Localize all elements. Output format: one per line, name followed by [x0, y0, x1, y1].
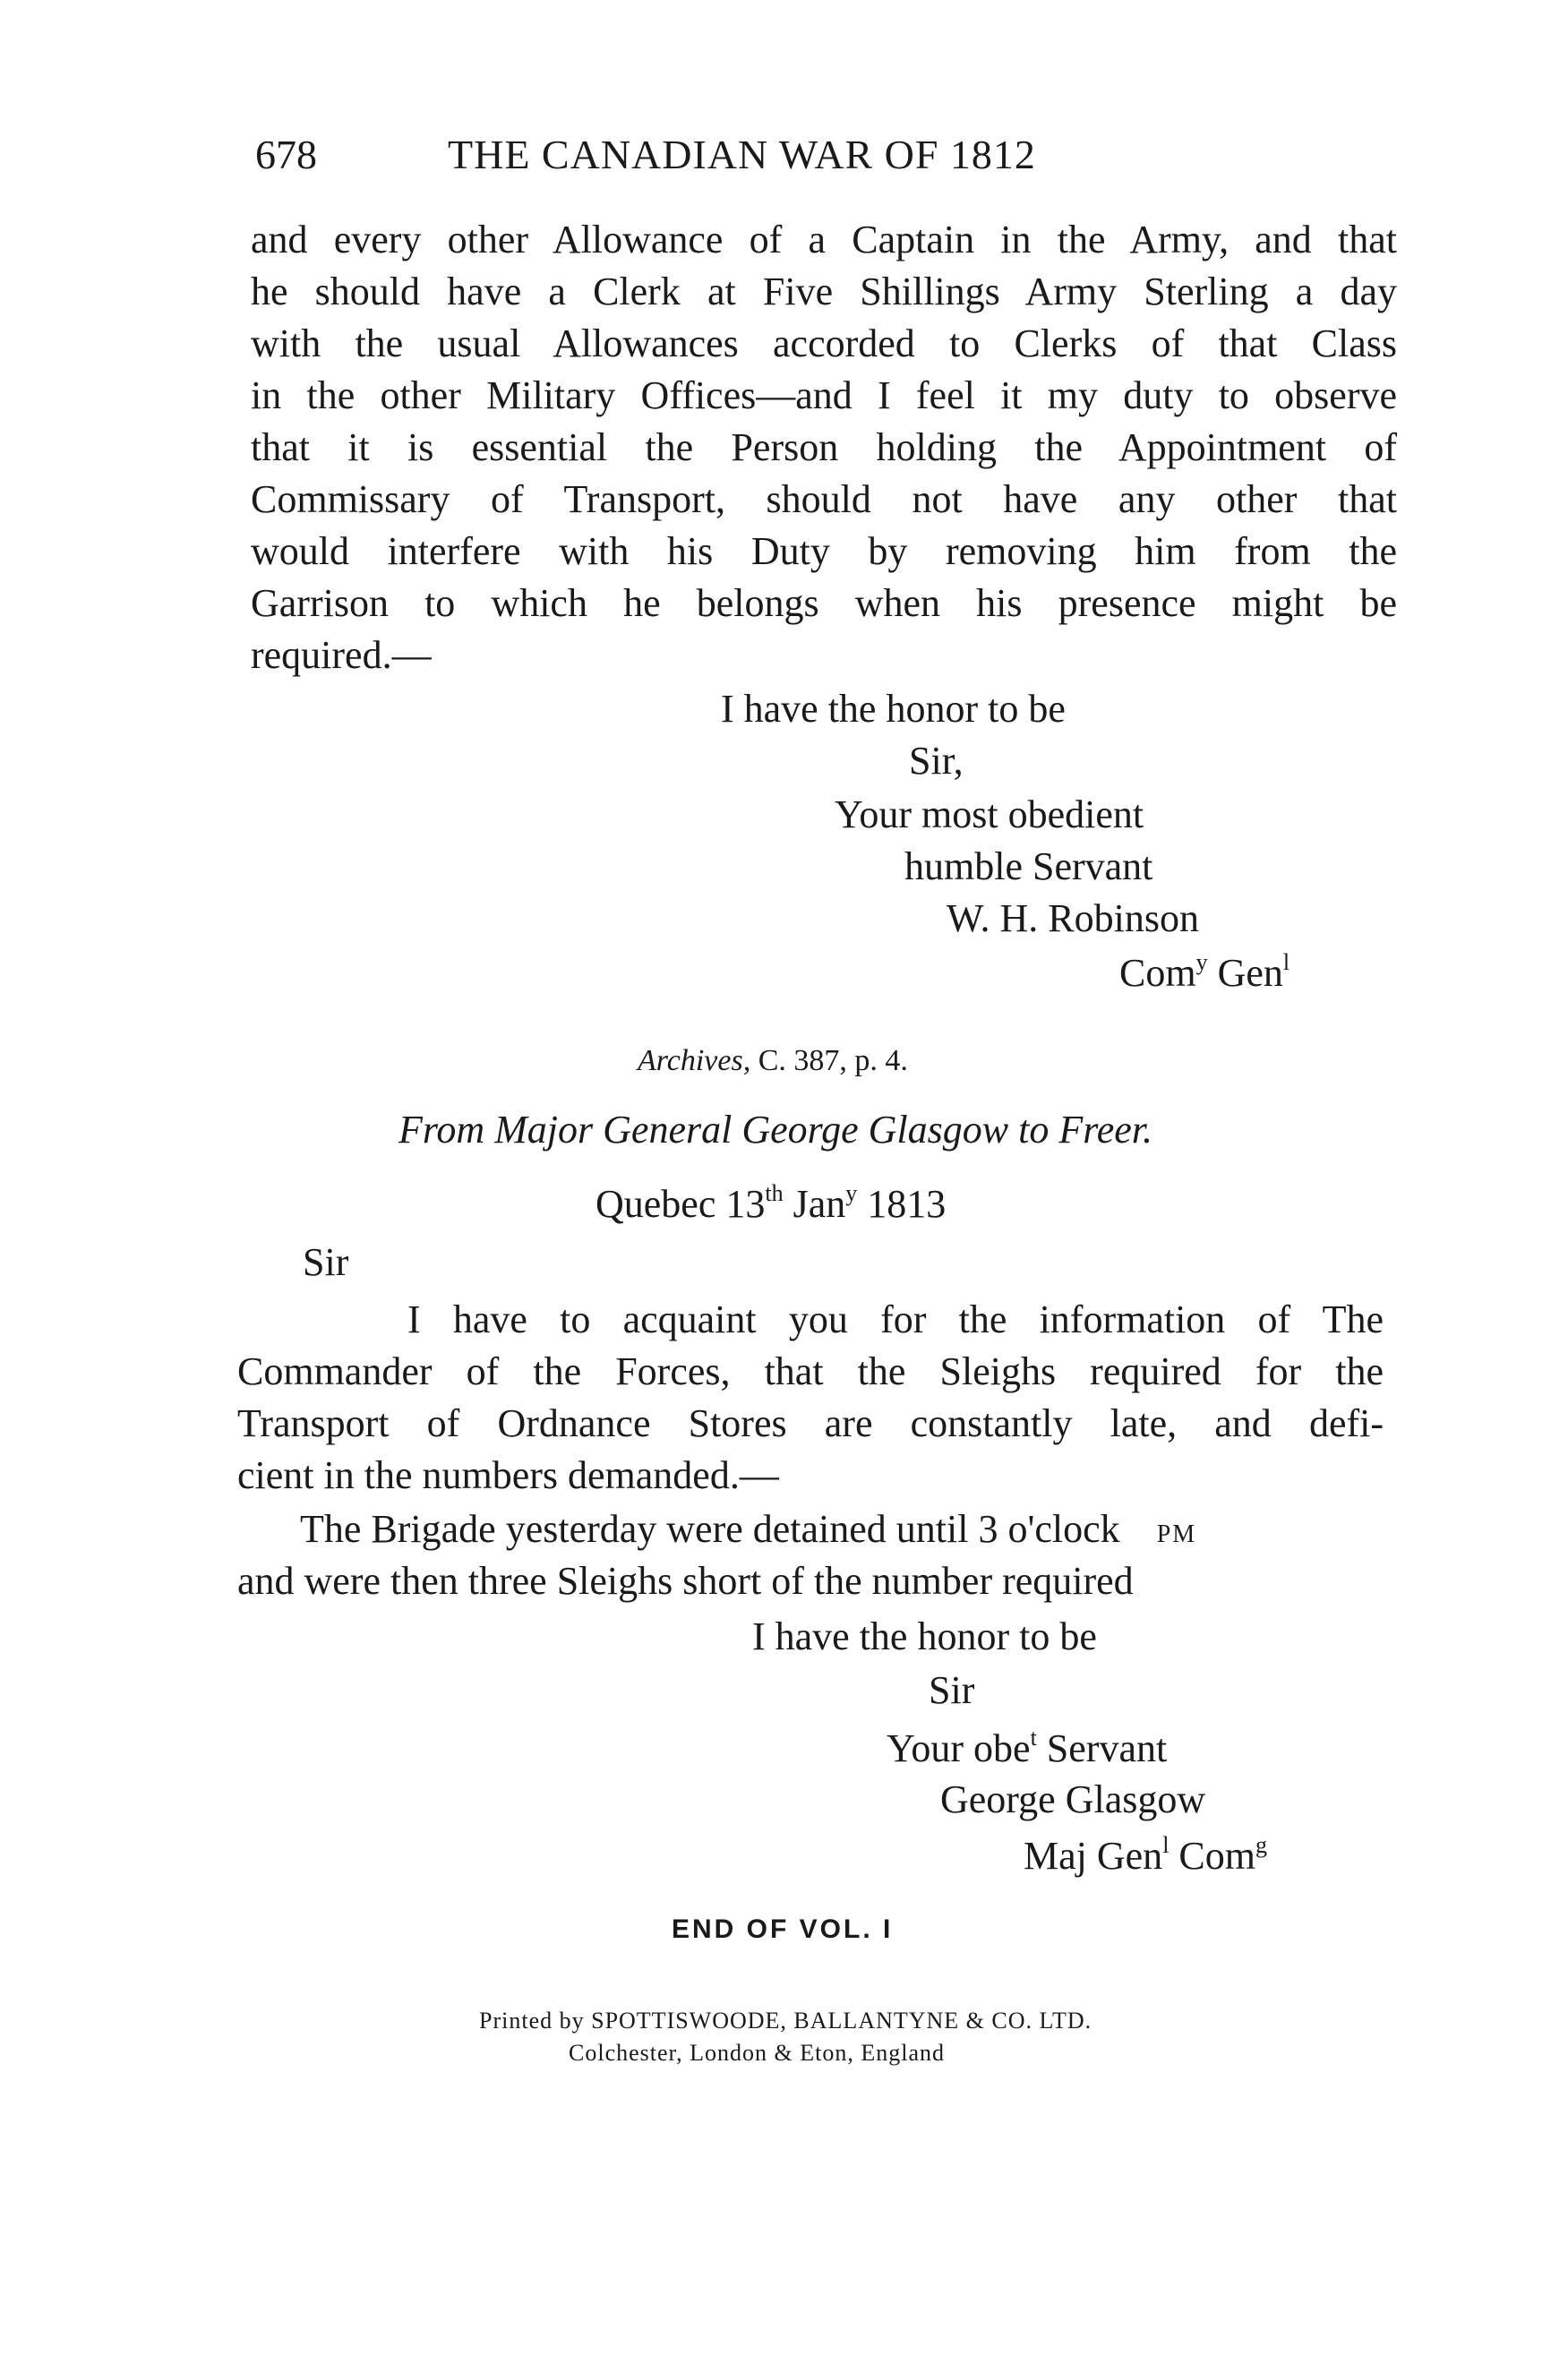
text-line: would interfere with his Duty by removing him from the — [251, 529, 1397, 573]
running-header — [255, 134, 1036, 176]
text-line: he should have a Clerk at Five Shillings Army Sterling a day — [251, 270, 1397, 313]
closing-sir: Sir, — [909, 739, 964, 783]
letter-heading: From Major General George Glasgow to Freer. — [398, 1108, 1153, 1152]
text-line: that it is essential the Person holding the Appointment of — [251, 425, 1397, 469]
closing-honor: I have the honor to be — [752, 1614, 1097, 1658]
page-number: 678 — [255, 132, 317, 177]
printer-line: Printed by SPOTTISWOODE, BALLANTYNE & CO. LTD. — [479, 2008, 1092, 2034]
closing-honor: I have the honor to be — [721, 687, 1066, 731]
text-line: The Brigade yesterday were detained until 3 o'clock PM — [300, 1507, 1197, 1551]
text-line: with the usual Allowances accorded to Clerks of that Class — [251, 321, 1397, 365]
end-of-volume: END OF VOL. I — [672, 1914, 894, 1944]
closing-servant: Your obe$^t$ Servant — [887, 1725, 1168, 1770]
closing-servant: humble Servant — [904, 844, 1153, 888]
text-line: I have to acquaint you for the information of The — [407, 1297, 1384, 1341]
running-title: THE CANADIAN WAR OF 1812 — [448, 132, 1036, 177]
text-line: cient in the numbers demanded.— — [237, 1453, 779, 1497]
source-reference: Archives, C. 387, p. 4. — [638, 1044, 908, 1077]
printer-location: Colchester, London & Eton, England — [569, 2040, 946, 2066]
closing-obedient: Your most obedient — [835, 792, 1144, 836]
letter-dateline: Quebec 13th Jan$^y$ 1813 — [595, 1180, 947, 1226]
text-line: and were then three Sleighs short of the number required — [237, 1559, 1134, 1603]
closing-sir: Sir — [929, 1668, 975, 1712]
signature-name: George Glasgow — [940, 1777, 1206, 1821]
pm-marker: PM — [1156, 1520, 1197, 1548]
text-line: Commissary of Transport, should not have any other that — [251, 477, 1397, 521]
text-line: Commander of the Forces, that the Sleighs required for the — [237, 1349, 1384, 1393]
text-line: required.— — [251, 633, 432, 677]
text-line: Garrison to which he belongs when his presence might be — [251, 581, 1397, 625]
text-line: and every other Allowance of a Captain in the Army, and that — [251, 218, 1397, 261]
signature-name: W. H. Robinson — [947, 896, 1199, 940]
text-line: in the other Military Offices—and I feel it my duty to observe — [251, 373, 1397, 417]
signature-rank: Maj Gen$^l$ Com$^g$ — [1024, 1832, 1267, 1878]
text-line: Transport of Ordnance Stores are constantly late, and defi- — [237, 1401, 1384, 1445]
signature-rank: Com$^y$ Gen$^l$ — [1119, 949, 1290, 995]
salutation: Sir — [303, 1240, 349, 1284]
